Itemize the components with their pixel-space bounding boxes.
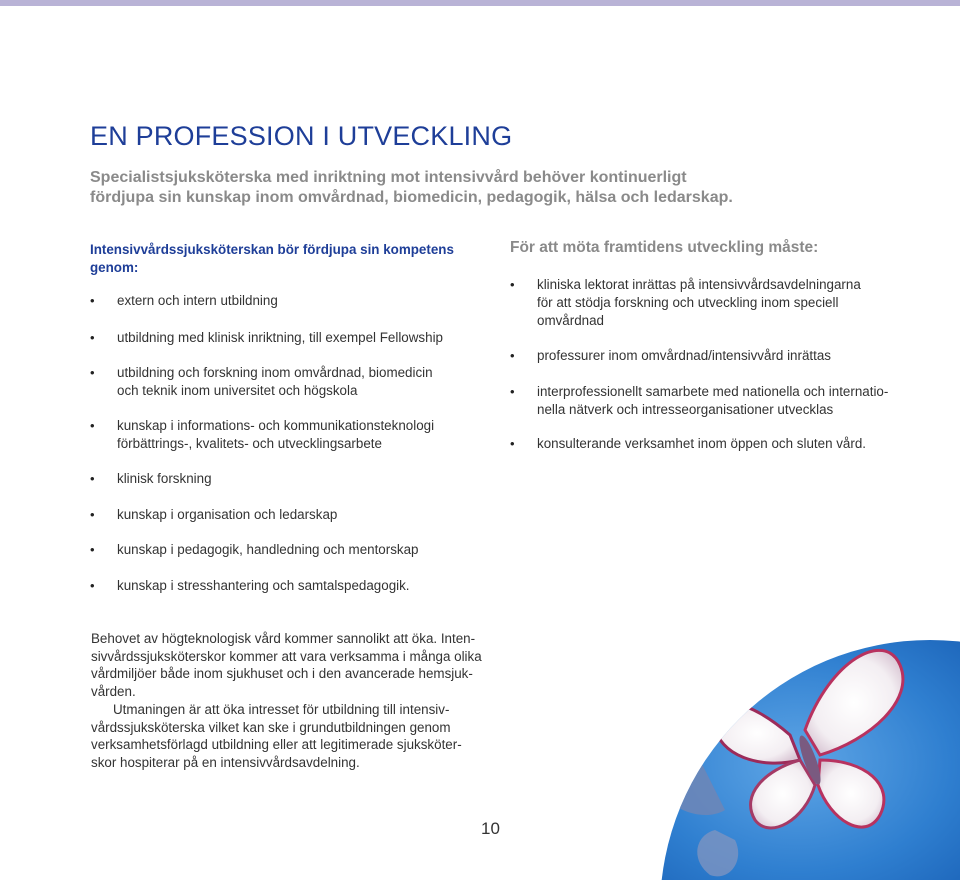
bullet-icon: • bbox=[90, 418, 95, 433]
list-item-line: och teknik inom universitet och högskola bbox=[117, 383, 358, 398]
list-item-text bbox=[117, 506, 337, 524]
list-item-line: för att stödja forskning och utveckling inom speciell bbox=[537, 295, 839, 310]
butterfly-icon bbox=[600, 620, 960, 880]
list-item-text bbox=[537, 435, 866, 453]
paragraph-line: vårdssjuksköterska vilket kan ske i grundutbildningen genom bbox=[91, 719, 451, 735]
page-subtitle bbox=[90, 168, 790, 208]
paragraph-line: verksamhetsförlagd utbildning eller att legitimerade sjuksköter- bbox=[91, 737, 462, 753]
bullet-icon: • bbox=[90, 365, 95, 380]
bullet-icon: • bbox=[90, 578, 95, 593]
list-item-line: förbättrings-, kvalitets- och utvecklingsarbete bbox=[117, 436, 382, 451]
paragraph-line: sivvårdssjuksköterskor kommer att vara verksamma i många olika bbox=[91, 648, 482, 664]
list-item-line: klinisk forskning bbox=[117, 471, 212, 486]
list-item-text bbox=[117, 470, 212, 488]
bullet-icon: • bbox=[510, 384, 515, 399]
heading-line: genom: bbox=[90, 260, 139, 275]
list-item-text bbox=[117, 417, 434, 453]
list-item-line: nella nätverk och intresseorganisationer utvecklas bbox=[537, 402, 834, 417]
body-paragraph bbox=[91, 630, 491, 772]
butterfly-illustration bbox=[600, 620, 960, 880]
bullet-icon: • bbox=[90, 330, 95, 345]
left-column-heading bbox=[90, 241, 470, 277]
list-item-text bbox=[537, 276, 861, 330]
bullet-icon: • bbox=[90, 507, 95, 522]
bullet-icon: • bbox=[90, 471, 95, 486]
page-number: 10 bbox=[481, 819, 500, 838]
list-item-line: professurer inom omvårdnad/intensivvård inrättas bbox=[537, 348, 831, 363]
heading-line: Intensivvårdssjuksköterskan bör fördjupa sin kompetens bbox=[90, 242, 454, 257]
list-item-line: extern och intern utbildning bbox=[117, 293, 278, 308]
list-item-text bbox=[537, 383, 888, 419]
list-item-line: omvårdnad bbox=[537, 313, 604, 328]
list-item-line: konsulterande verksamhet inom öppen och sluten vård. bbox=[537, 436, 867, 451]
list-item-text bbox=[117, 329, 443, 347]
list-item-text bbox=[117, 292, 278, 310]
list-item-line: interprofessionellt samarbete med nationella och internatio- bbox=[537, 384, 889, 399]
list-item-line: kunskap i informations- och kommunikationsteknologi bbox=[117, 418, 435, 433]
top-color-bar bbox=[0, 0, 960, 6]
bullet-icon: • bbox=[90, 542, 95, 557]
page-title: EN PROFESSION I UTVECKLING bbox=[90, 121, 513, 151]
list-item-line: kliniska lektorat inrättas på intensivvårdsavdelningarna bbox=[537, 277, 861, 292]
paragraph-line: Behovet av högteknologisk vård kommer sannolikt att öka. Inten- bbox=[91, 631, 476, 646]
paragraph-line: skor hospiterar på en intensivvårdsavdelning. bbox=[91, 754, 360, 770]
bullet-icon: • bbox=[90, 293, 95, 308]
subtitle-line: fördjupa sin kunskap inom omvårdnad, biomedicin, pedagogik, hälsa och ledarskap. bbox=[90, 189, 733, 206]
paragraph-line: vården. bbox=[91, 684, 136, 700]
bullet-icon: • bbox=[510, 348, 515, 363]
paragraph-line: Utmaningen är att öka intresset för utbildning till intensiv- bbox=[113, 701, 450, 717]
bullet-icon: • bbox=[510, 436, 515, 451]
list-item-line: kunskap i stresshantering och samtalspedagogik. bbox=[117, 578, 410, 593]
bullet-icon: • bbox=[510, 277, 515, 292]
list-item-line: kunskap i pedagogik, handledning och mentorskap bbox=[117, 542, 419, 557]
list-item-line: utbildning med klinisk inriktning, till exempel Fellowship bbox=[117, 330, 443, 345]
paragraph-line: vårdmiljöer både inom sjukhuset och i den avancerade hemsjuk- bbox=[91, 666, 473, 682]
right-column-heading: För att möta framtidens utveckling måste: bbox=[510, 239, 819, 256]
list-item-text bbox=[117, 541, 419, 559]
list-item-line: kunskap i organisation och ledarskap bbox=[117, 507, 338, 522]
list-item-line: utbildning och forskning inom omvårdnad, biomedicin bbox=[117, 365, 433, 380]
subtitle-line: Specialistsjuksköterska med inriktning mot intensivvård behöver kontinuerligt bbox=[90, 169, 687, 186]
list-item-text bbox=[537, 347, 831, 365]
list-item-text bbox=[117, 364, 433, 400]
list-item-text bbox=[117, 577, 410, 595]
